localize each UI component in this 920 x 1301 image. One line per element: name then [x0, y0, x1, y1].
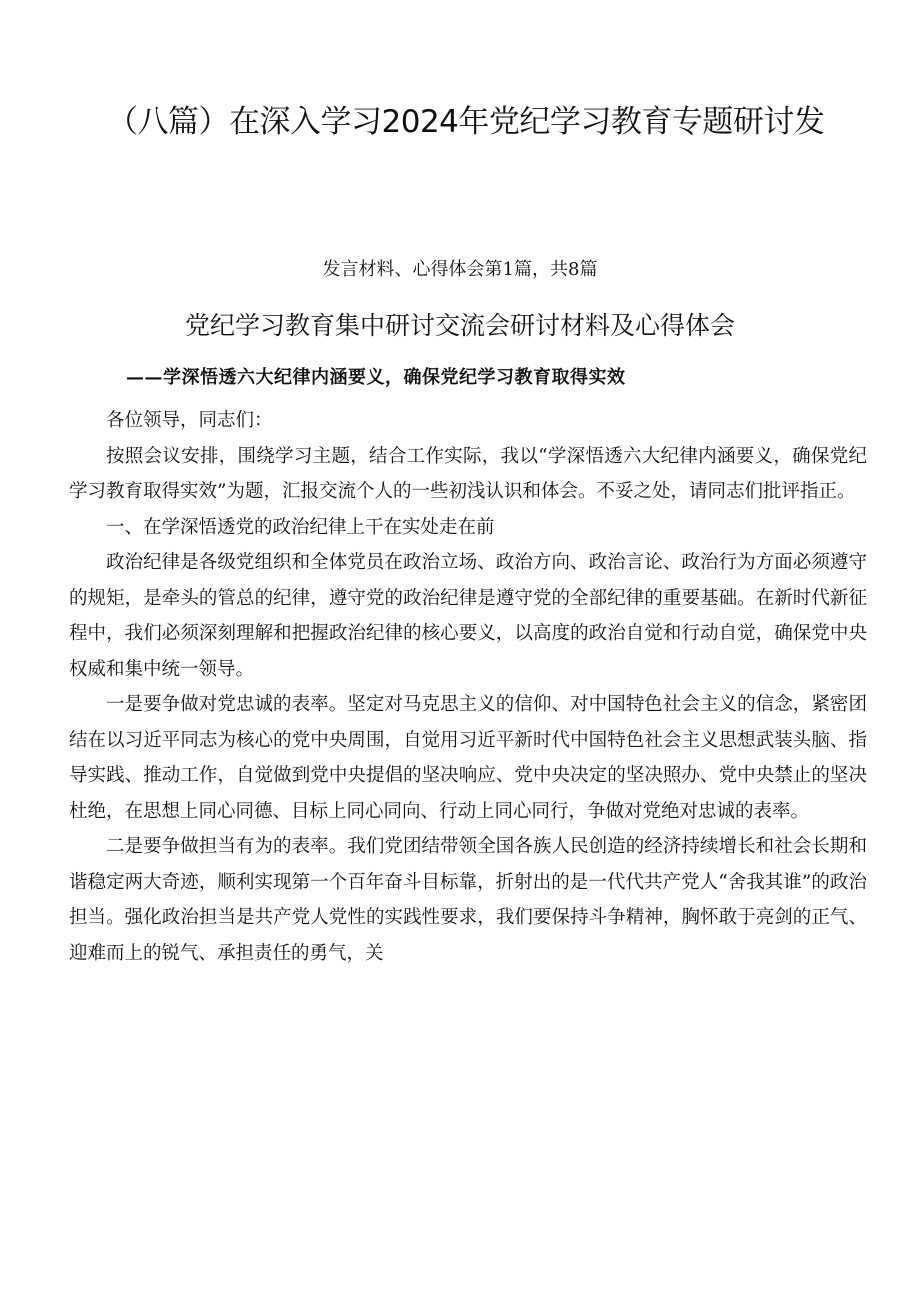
article-subtitle: ——学深悟透六大纪律内涵要义，确保党纪学习教育取得实效 — [126, 367, 626, 388]
section-heading: 一、在学深悟透党的政治纪律上干在实处走在前 — [106, 516, 495, 538]
body-paragraph: 按照会议安排，围绕学习主题，结合工作实际，我以“学深悟透六大纪律内涵要义，确保党纪学习教育取得实效”为题，汇报交流个人的一些初浅认识和体会。不妥之处，请同志们批评指正。 — [69, 445, 867, 502]
salutation-paragraph: 各位领导，同志们： — [106, 410, 273, 431]
document-title: （八篇）在深入学习2024年党纪学习教育专题研讨发 — [107, 104, 825, 140]
body-paragraph: 政治纪律是各级党组织和全体党员在政治立场、政治方向、政治言论、政治行为方面必须遵守的规矩，是牵头的管总的纪律，遵守党的政治纪律是遵守党的全部纪律的重要基础。在新时代新征程中，我们必须深刻理解和把握政治纪律的核心要义，以高度的政治自觉和行动自觉，确保党中央权威和集中统一领导。 — [69, 552, 867, 680]
body-paragraph: 一是要争做对党忠诚的表率。坚定对马克思主义的信仰、对中国特色社会主义的信念，紧密团结在以习近平同志为核心的党中央周围，自觉用习近平新时代中国特色社会主义思想武装头脑、指导实践、推动工作，自觉做到党中央提倡的坚决响应、党中央决定的坚决照办、党中央禁止的坚决杜绝，在思想上同心同德、目标上同心同向、行动上同心同行，争做对党绝对忠诚的表率。 — [69, 694, 867, 822]
article-body — [69, 403, 867, 971]
body-paragraph: 二是要争做担当有为的表率。我们党团结带领全国各族人民创造的经济持续增长和社会长期和谐稳定两大奇迹，顺利实现第一个百年奋斗目标靠，折射出的是一代代共产党人“舍我其谁”的政治担当。强化政治担当是共产党人党性的实践性要求，我们要保持斗争精神，胸怀敢于亮剑的正气、迎难而上的锐气、承担责任的勇气，关 — [69, 836, 867, 964]
article-title: 党纪学习教育集中研讨交流会研讨材料及心得体会 — [184, 311, 735, 340]
article-count-line: 发言材料、心得体会第1篇，共8篇 — [322, 259, 598, 280]
